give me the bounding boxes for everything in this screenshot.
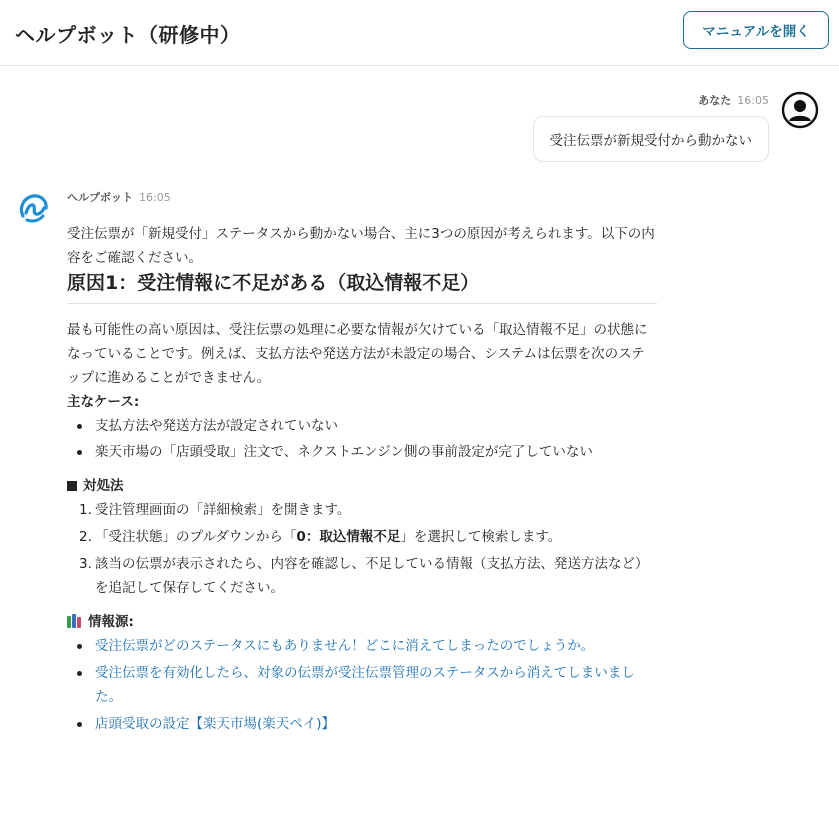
action-heading bbox=[67, 474, 657, 498]
list-item bbox=[67, 552, 657, 600]
step-text-after: 」を選択して検索します。 bbox=[400, 529, 562, 545]
list-item bbox=[67, 712, 657, 736]
list-item bbox=[67, 634, 657, 658]
user-message-bubble: 受注伝票が新規受付から動かない bbox=[533, 116, 770, 162]
cause-description: 最も可能性の高い原因は、受注伝票の処理に必要な情報が欠けている「取込情報不足」の状態になっていることです。例えば、支払方法や発送方法が未設定の場合、システムは伝票を次のステップに進めることができません。 bbox=[67, 322, 648, 386]
user-name: あなた bbox=[698, 94, 732, 107]
sources-list bbox=[67, 634, 657, 736]
app-title: ヘルプボット（研修中） bbox=[15, 23, 241, 47]
step-number: 2. bbox=[79, 529, 92, 545]
square-bullet-icon bbox=[67, 481, 77, 491]
step-number: 1. bbox=[79, 502, 92, 518]
user-message-meta bbox=[698, 92, 769, 108]
user-circle-icon bbox=[781, 91, 819, 129]
bot-message-meta bbox=[67, 189, 171, 205]
open-manual-button[interactable]: マニュアルを開く bbox=[683, 11, 829, 49]
cause-heading: 原因1：受注情報に不足がある（取込情報不足） bbox=[67, 270, 657, 304]
step-bold-text: 0：取込情報不足 bbox=[296, 529, 401, 545]
app-header bbox=[0, 0, 839, 66]
steps-list bbox=[67, 498, 657, 600]
sources-heading-text: 情報源: bbox=[88, 614, 134, 630]
step-text: 該当の伝票が表示されたら、内容を確認し、不足している情報（支払方法、発送方法など）を追記して保存してください。 bbox=[95, 556, 649, 596]
list-item: 楽天市場の「店頭受取」注文で、ネクストエンジン側の事前設定が完了していない bbox=[67, 440, 657, 464]
bot-message-body bbox=[67, 222, 657, 746]
list-item bbox=[67, 661, 657, 709]
bot-intro-text: 受注伝票が「新規受付」ステータスから動かない場合、主に3つの原因が考えられます。以下の内容をご確認ください。 bbox=[67, 226, 655, 266]
source-link[interactable]: 受注伝票がどのステータスにもありません！どこに消えてしまったのでしょうか。 bbox=[95, 638, 595, 654]
step-number: 3. bbox=[79, 556, 92, 572]
source-link[interactable]: 店頭受取の設定【楽天市場(楽天ペイ)】 bbox=[95, 716, 336, 732]
cases-list bbox=[67, 414, 657, 464]
cases-heading: 主なケース: bbox=[67, 394, 140, 410]
list-item bbox=[67, 525, 657, 549]
helpbot-logo-icon bbox=[17, 192, 49, 224]
sources-heading bbox=[67, 610, 657, 634]
step-text: 「受注状態」のプルダウンから「 bbox=[95, 529, 297, 545]
bot-message-time: 16:05 bbox=[139, 191, 171, 204]
list-item bbox=[67, 498, 657, 522]
list-item: 支払方法や発送方法が設定されていない bbox=[67, 414, 657, 438]
user-message-time: 16:05 bbox=[737, 94, 769, 107]
step-text: 受注管理画面の「詳細検索」を開きます。 bbox=[95, 502, 351, 518]
action-heading-text: 対処法 bbox=[83, 478, 124, 494]
source-link[interactable]: 受注伝票を有効化したら、対象の伝票が受注伝票管理のステータスから消えてしまいました。 bbox=[95, 665, 635, 705]
books-icon bbox=[67, 614, 83, 628]
bot-name: ヘルプボット bbox=[67, 191, 133, 204]
